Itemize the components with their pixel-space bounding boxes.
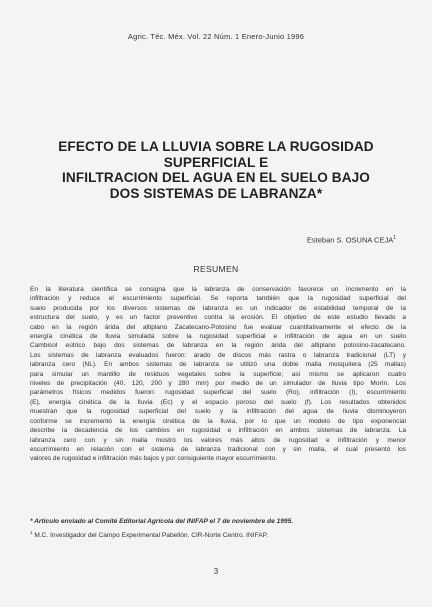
footnote-mark: 1 [30,529,33,535]
title-line: DOS SISTEMAS DE LABRANZA* [109,185,323,201]
abstract-line: En la literatura científica se consigna que la labranza de conservación favorece un incremento en la [30,286,406,293]
author-name: Esteban S. OSUNA CEJA [306,235,394,245]
abstract-heading: RESUMEN [193,264,239,274]
page-number: 3 [213,567,219,576]
abstract-line: Los sistemas de labranza evaluados fueron: arado de discos más rastra o labranza tradicional (LT) y [30,351,406,359]
abstract-line: estructura del suelo, y es un factor preventivo contra la erosión. El objetivo de este estudio llevado a [30,314,406,322]
author-byline [307,235,396,245]
title-line: SUPERFICIAL E [163,154,269,170]
abstract-line: niveles de precipitación (40, 120, 200 y 280 mm) por medio de un simulador de lluvia tipo Morín. Los [30,380,406,388]
abstract-body [30,285,406,464]
abstract-line: valores de rugosidad e infiltración más bajos y por consiguiente mayor escurrimiento. [30,455,278,463]
author-affiliation-mark: 1 [393,235,396,241]
abstract-line: para simular un mantillo de residuos vegetales sobre la superficie; así mismo se aplicaron cuatro [30,370,406,378]
footnote-affiliation [30,528,406,542]
footnotes [30,517,406,541]
footnote-affiliation-text: M.C. Investigador del Campo Experimental Pabellón. CIR-Norte Centro. INIFAP. [32,531,269,539]
abstract-line: muestran que la rugosidad superficial del suelo y la infiltración del agua de lluvia disminuyeron [30,408,406,416]
abstract-line: conforme se incrementó la energía cinética de la lluvia, por lo que un modelo de tipo exponencial [30,417,406,425]
article-title [40,139,392,201]
abstract-line: energía cinética de lluvia simulada sobre la rugosidad superficial e infiltración de agua en un suelo [30,333,406,341]
abstract-line: cabo en la región árida del altiplano Zacatecano-Potosino fue evaluar cuantitativamente el efecto de la [30,323,406,331]
abstract-line: Cambisol eútrico bajo dos sistemas de labranza en la región árida del altiplano potosino-zacatecano. [30,342,406,350]
title-line: EFECTO DE LA LLUVIA SOBRE LA RUGOSIDAD [58,139,374,154]
abstract-line: parámetros físicos medidos fueron: rugosidad superficial del suelo (Ro), infiltración (I), escurrimiento [30,389,406,397]
abstract-line: suelo producida por los diversos sistemas de labranza es un indicador de estabilidad temporal de la [30,304,406,312]
journal-header: Agric. Téc. Méx. Vol. 22 Núm. 1 Enero-Junio 1996 [127,32,305,41]
abstract-line: infiltración y reduce el escurrimiento superficial. Se reporta también que la rugosidad superficial del [30,295,406,303]
footnote-received: * Artículo enviado al Comité Editorial Agrícola del INIFAP el 7 de noviembre de 1995. [30,518,294,525]
abstract-line: escurrimiento en relación con el sistema de labranza tradicional con y sin malla, el cual presentó los [30,445,406,453]
abstract-line: labranza cero (NL). En ambos sistemas de labranza se utilizó una doble malla mosquitera (25 mallas) [30,361,406,369]
title-line: INFILTRACION DEL AGUA EN EL SUELO BAJO [62,170,370,185]
abstract-line: describe la decadencia de los cambios en rugosidad e infiltración en ambos sistemas de labranza. La [30,427,406,435]
abstract-line: (E), energía cinética de la lluvia (Ec) y el espacio poroso del suelo (f). Los resultados obtenidos [30,398,406,406]
abstract-line: labranza cero con y sin malla mostró los valores más altos de rugosidad e infiltración y menor [30,436,406,444]
